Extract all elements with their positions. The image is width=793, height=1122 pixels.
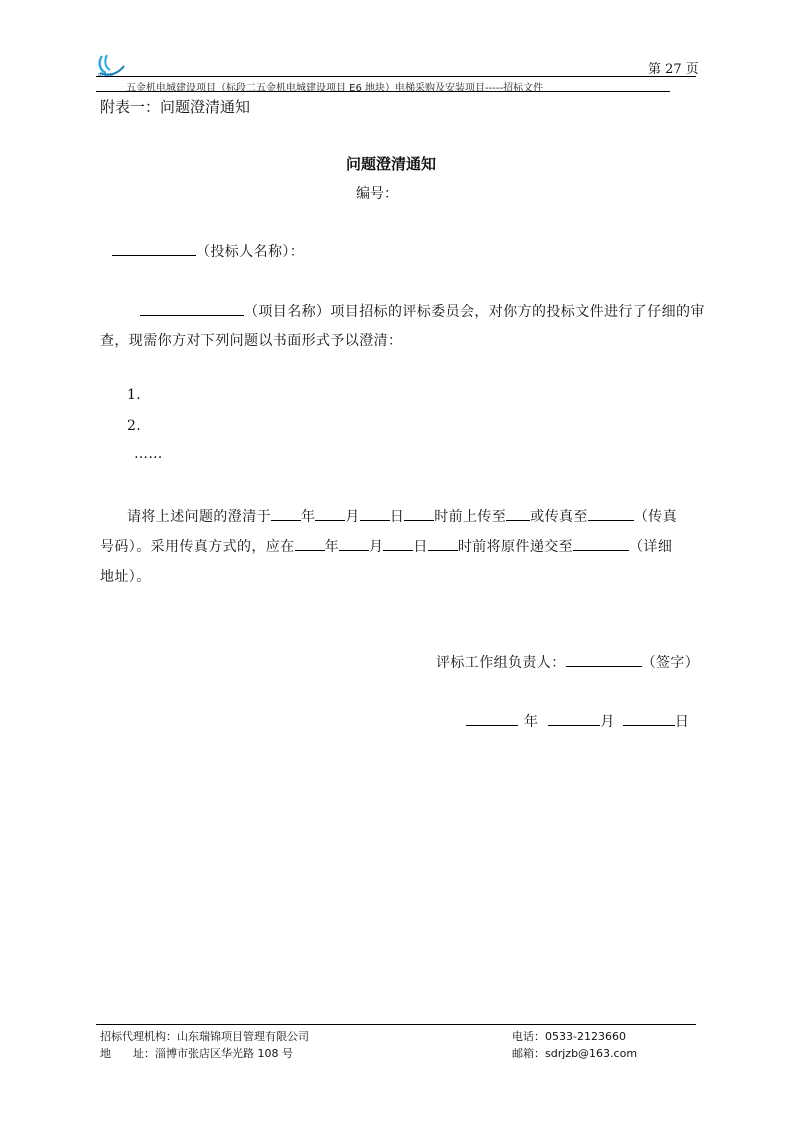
date-year-label: 年 [524, 714, 539, 730]
number-label: 编号： [356, 186, 398, 202]
hour-blank-1[interactable] [404, 506, 434, 521]
signature-line [436, 652, 699, 672]
page-number: 第 27 页 [648, 62, 699, 77]
detail-paren: （详细 [629, 539, 673, 555]
date-month-label: 月 [600, 714, 615, 730]
fax-number-blank[interactable] [588, 506, 634, 521]
footer-phone: 电话：0533-2123660 [512, 1030, 626, 1043]
signature-blank[interactable] [566, 652, 642, 667]
ellipsis: …… [134, 446, 163, 462]
fax-paren: （传真 [633, 509, 678, 525]
month-blank-1[interactable] [315, 506, 345, 521]
year-label-2: 年 [324, 539, 340, 555]
signature-suffix: （签字） [641, 655, 700, 671]
month-label-2: 月 [369, 539, 384, 555]
paragraph-2-line-3: 地址）。 [100, 569, 151, 585]
paragraph-2-line-2 [100, 536, 672, 556]
paragraph-1-line-2: 查，现需你方对下列问题以书面形式予以澄清： [100, 333, 403, 349]
signature-label: 评标工作组负责人： [436, 655, 566, 671]
question-item-1: 1. [127, 387, 142, 403]
form-title: 问题澄清通知 [346, 155, 437, 173]
day-label-2: 日 [413, 539, 428, 555]
footer-agency: 招标代理机构：山东瑞锦项目管理有限公司 [100, 1030, 309, 1043]
year-label-1: 年 [301, 509, 316, 525]
project-name-blank[interactable] [140, 301, 244, 316]
bidder-name-blank[interactable] [112, 241, 196, 256]
footer-rule [96, 1024, 696, 1025]
day-blank-1[interactable] [360, 506, 390, 521]
address-blank[interactable] [573, 536, 629, 551]
header-rule-lower [96, 91, 670, 92]
send-label: 时前将原件递交至 [457, 539, 574, 555]
day-label-1: 日 [389, 509, 405, 525]
footer-address: 地 址：淄博市张店区华光路 108 号 [100, 1047, 293, 1060]
year-blank-1[interactable] [271, 506, 301, 521]
para2-line2-lead: 号码）。采用传真方式的，应在 [100, 539, 295, 555]
paragraph-1-line-1 [140, 301, 705, 321]
upload-label: 时前上传至 [434, 509, 507, 525]
date-day-blank[interactable] [623, 711, 675, 726]
date-day-label: 日 [674, 714, 690, 730]
day-blank-2[interactable] [383, 536, 413, 551]
footer-email: 邮箱：sdrjzb@163.com [512, 1047, 638, 1060]
logo-text: RUIJIN [98, 73, 114, 79]
date-month-blank[interactable] [548, 711, 600, 726]
header-rule [96, 76, 696, 77]
upload-target-blank[interactable] [506, 506, 530, 521]
date-year-blank[interactable] [466, 711, 518, 726]
para1-text-1: （项目名称）项目招标的评标委员会，对你方的投标文件进行了仔细的审 [244, 304, 705, 320]
paragraph-2-line-1 [127, 506, 677, 526]
hour-blank-2[interactable] [428, 536, 458, 551]
month-blank-2[interactable] [339, 536, 369, 551]
addressee-line [112, 241, 304, 261]
appendix-title: 附表一：问题澄清通知 [100, 98, 251, 116]
month-label-1: 月 [345, 509, 360, 525]
para2-lead: 请将上述问题的澄清于 [127, 509, 271, 525]
header-project-line: 五金机电城建设项目（标段二五金机电城建设项目 E6 地块）电梯采购及安装项目-----招标文件 [126, 83, 544, 94]
question-item-2: 2. [127, 418, 142, 434]
fax-label: 或传真至 [530, 509, 588, 525]
addressee-suffix: （投标人名称）： [196, 244, 305, 260]
date-line [466, 711, 689, 731]
year-blank-2[interactable] [295, 536, 325, 551]
